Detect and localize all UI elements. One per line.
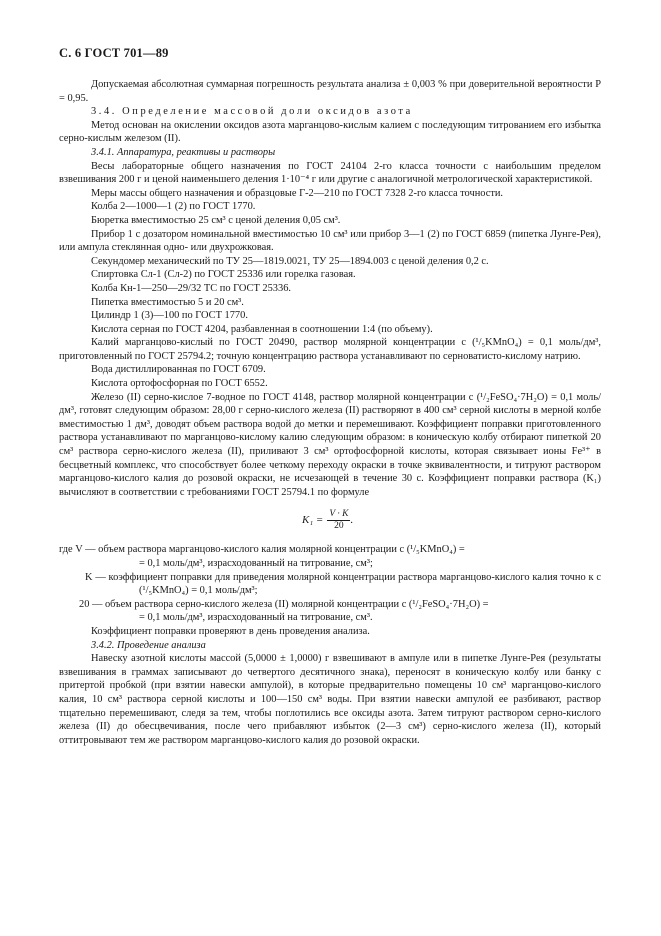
paragraph: Меры массы общего назначения и образцовые Г-2—210 по ГОСТ 7328 2-го класса точности.	[91, 187, 504, 199]
paragraph: Вода дистиллированная по ГОСТ 6709.	[91, 364, 266, 376]
paragraph: Метод основан на окислении оксидов азота марганцово-кислым калием с последующим титрованием его избытка серно-кислым железом (II).	[59, 119, 601, 145]
subsection-heading: 3.4.2. Проведение анализа	[91, 639, 206, 651]
formula-lhs: K₁ =	[302, 514, 324, 527]
formula-fraction	[327, 509, 350, 532]
paragraph: Пипетка вместимостью 5 и 20 см³.	[91, 296, 244, 308]
definition-v-cont: = 0,1 моль/дм³, израсходованный на титрование, см³;	[139, 558, 373, 569]
paragraph: Железо (II) серно-кислое 7-водное по ГОСТ 4148, раствор молярной концентрации c (¹/₂FeSO₄·7H₂O) = 0,1 моль/дм³, готовят следующим образом: 28,00 г серно-кислого железа (II) растворяют в 400 см³ серной кислоты в мерной колбе вместимостью 1 дм³, доводят объем раствора водой до метки и перемешивают. Коэффициент поправки приготовленного раствора устанавливают по марганцово-кислому калию следующим образом: в коническую колбу отбирают пипеткой 20 см³ раствора серно-кислого железа (II), приливают 3 см³ ортофосфорной кислоты, которая связывает ионы Fe³⁺ в бесцветный комплекс, что способствует более четкому переходу окраски в точке эквивалентности, и титруют раствором марганцово-кислого калия до розовой окраски, не исчезающей в течение 30 с. Коэффициент поправки раствора (K₁) вычисляют в соответствии с требованиями ГОСТ 25794.1 по формуле	[59, 391, 601, 498]
paragraph: Колба 2—1000—1 (2) по ГОСТ 1770.	[91, 201, 256, 213]
section-heading: 3.4. Определение массовой доли оксидов азота	[91, 106, 413, 118]
definition-k: K — коэффициент поправки для приведения молярной концентрации раствора марганцово-кислого калия точно к c (¹/₅KMnO₄) = 0,1 моль/дм³;	[85, 571, 601, 597]
formula-numerator: V · K	[329, 509, 349, 520]
formula	[59, 499, 601, 543]
subsection-heading: 3.4.1. Аппаратура, реактивы и растворы	[91, 146, 276, 158]
paragraph: Навеску азотной кислоты массой (5,0000 ± 1,0000) г взвешивают в ампуле или в пипетке Лунге-Рея (результаты взвешивания в граммах записывают до четвертого десятичного знака), переносят в коническую колбу или банку с притертой пробкой (при взятии навески ампулой), в которые предварительно помещены 10 см³ марганцово-кислого калия, 10 см³ раствора серной кислоты и 100—150 см³ воды. При взятии навески ампулой ее разбивают, раствор тщательно перемешивают, следя за тем, чтобы поглотились все оксиды азота. Затем титруют раствором серно-кислого железа (II) до обесцвечивания, после чего прибавляют избыток (2—3 см³) серно-кислого железа (II), который оттитровывают тем же раствором марганцово-кислого калия до розовой окраски.	[59, 653, 601, 746]
paragraph: Весы лабораторные общего назначения по ГОСТ 24104 2-го класса точности с наибольшим пределом взвешивания 200 г и ценой наименьшего деления 1·10⁻⁴ г или другие с аналогичной метрологической характеристикой.	[59, 160, 601, 186]
paragraph: Бюретка вместимостью 25 см³ с ценой деления 0,05 см³.	[91, 214, 341, 226]
definition-20-cont: = 0,1 моль/дм³, израсходованный на титрование, см³.	[139, 612, 373, 624]
variable-definitions	[59, 543, 601, 625]
paragraph: Кислота ортофосфорная по ГОСТ 6552.	[91, 378, 268, 390]
paragraph: Цилиндр 1 (3)—100 по ГОСТ 1770.	[91, 310, 248, 322]
paragraph: Спиртовка Сл-1 (Сл-2) по ГОСТ 25336 или горелка газовая.	[91, 269, 356, 281]
formula-end: .	[350, 514, 354, 527]
paragraph: Секундомер механический по ТУ 25—1819.0021, ТУ 25—1894.003 с ценой деления 0,2 с.	[91, 255, 489, 267]
paragraph: Кислота серная по ГОСТ 4204, разбавленная в соотношении 1:4 (по объему).	[91, 323, 433, 335]
paragraph: Колба Кн-1—250—29/32 ТС по ГОСТ 25336.	[91, 282, 291, 294]
definition-20: 20 — объем раствора серно-кислого железа (II) молярной концентрации c (¹/₂FeSO₄·7H₂O) =	[79, 598, 489, 610]
page-header: С. 6 ГОСТ 701—89	[59, 46, 169, 60]
paragraph: Коэффициент поправки проверяют в день проведения анализа.	[91, 625, 370, 637]
definition-v: где V — объем раствора марганцово-кислого калия молярной концентрации c (¹/₅KMnO₄) =	[59, 544, 465, 556]
formula-denominator: 20	[334, 521, 344, 532]
document-body	[59, 78, 601, 747]
paragraph: Допускаемая абсолютная суммарная погрешность результата анализа ± 0,003 % при доверительной вероятности P = 0,95.	[59, 79, 601, 104]
paragraph: Прибор 1 с дозатором номинальной вместимостью 10 см³ или прибор 3—1 (2) по ГОСТ 6859 (пипетка Лунге-Рея), или ампула стеклянная одно- или двухрожковая.	[59, 228, 601, 254]
paragraph: Калий марганцово-кислый по ГОСТ 20490, раствор молярной концентрации c (¹/₅KMnO₄) = 0,1 моль/дм³, приготовленный по ГОСТ 25794.2; точную концентрацию раствора устанавливают по серноватисто-кислому натрию.	[59, 337, 601, 362]
